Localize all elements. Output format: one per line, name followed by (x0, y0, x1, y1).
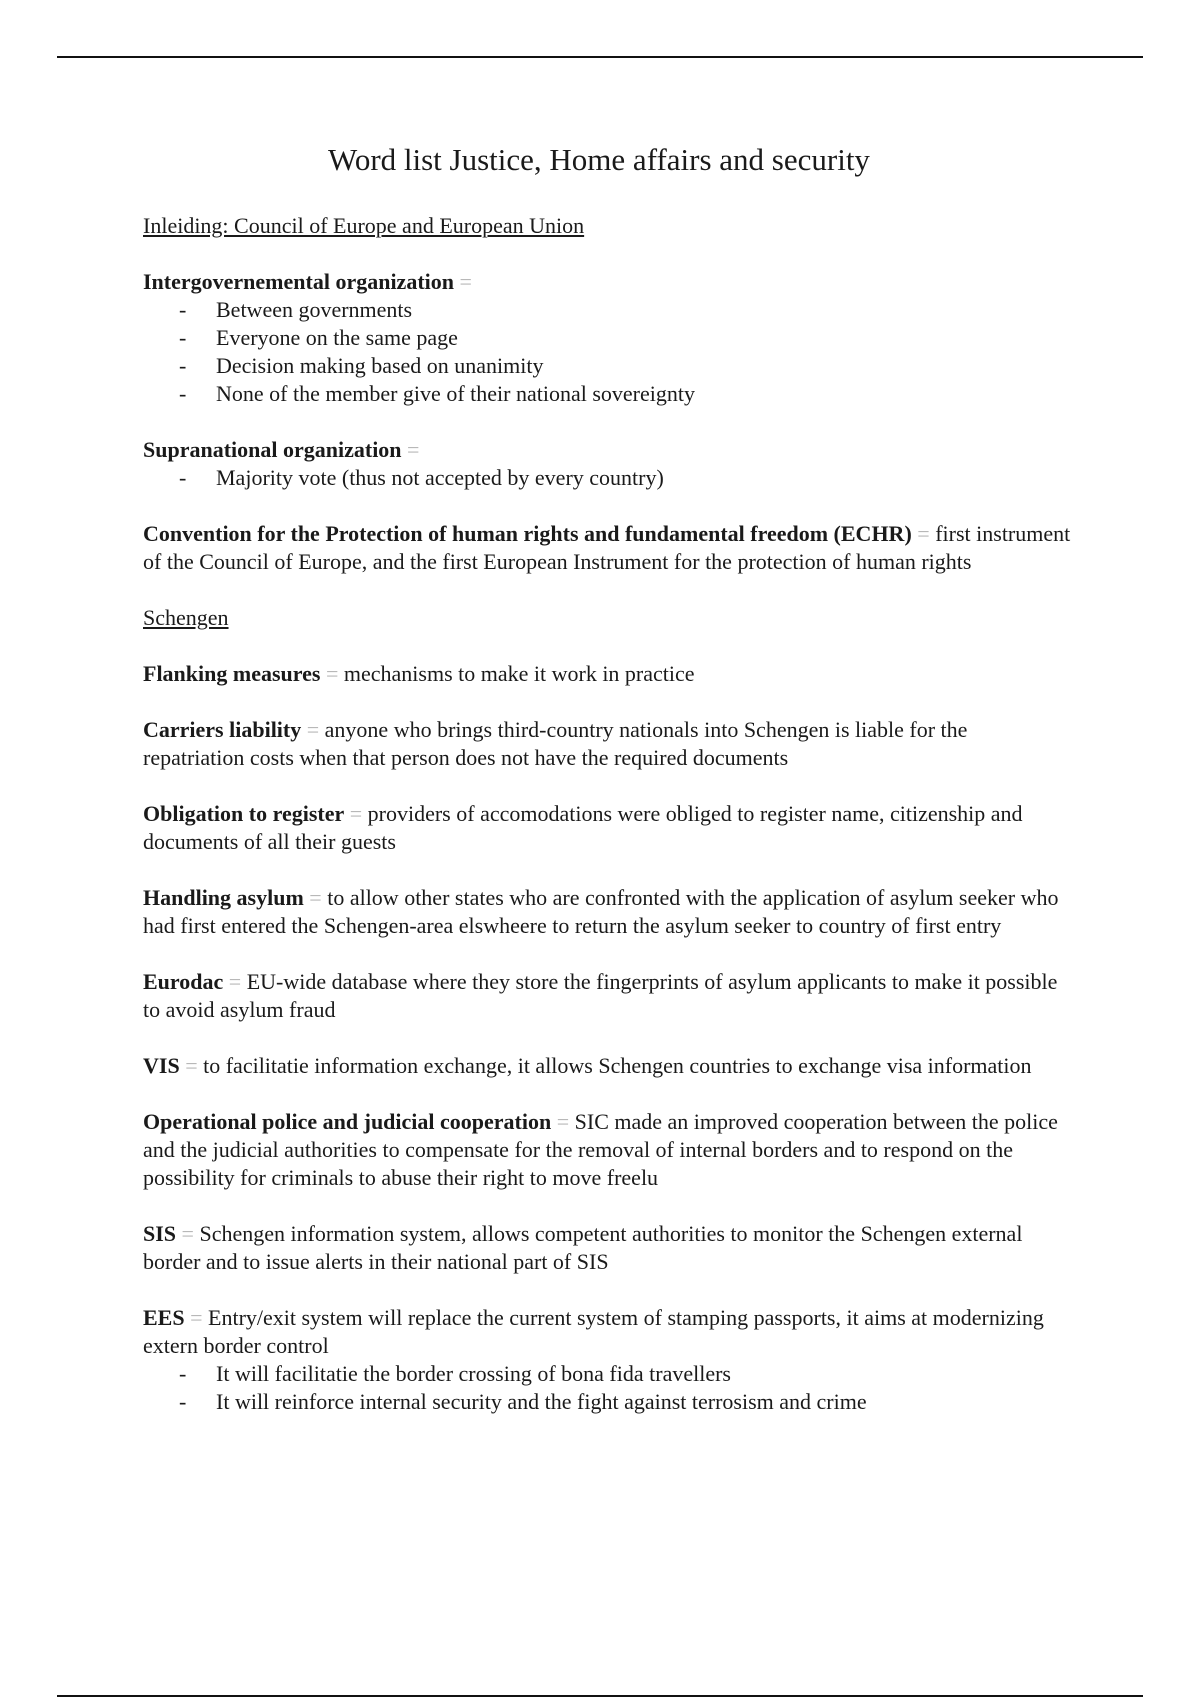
entry-line (143, 716, 1073, 772)
entry-term: Eurodac (143, 969, 224, 994)
section-heading: Schengen (143, 605, 229, 630)
equals-sign: = (309, 885, 322, 910)
bottom-rule (57, 1695, 1143, 1697)
top-rule (57, 56, 1143, 58)
entry-line (143, 1052, 1073, 1080)
section-heading: Inleiding: Council of Europe and European Union (143, 213, 585, 238)
entry-handling-asylum (143, 884, 1073, 940)
entry-term: Operational police and judicial cooperation (143, 1109, 552, 1134)
entry-term: Obligation to register (143, 801, 345, 826)
entry-definition: first instrument of the Council of Europe, and the first European Instrument for the protection of human rights (143, 521, 1071, 574)
entry-definition: mechanisms to make it work in practice (343, 661, 695, 686)
entry-eurodac (143, 968, 1073, 1024)
equals-sign: = (407, 437, 420, 462)
entry-intergovernemental-organization (143, 268, 1073, 408)
bullet-item: - It will reinforce internal security and the fight against terrosism and crime (143, 1388, 1073, 1416)
bullet-item: - It will facilitatie the border crossing of bona fida travellers (143, 1360, 1073, 1388)
bullet-item: - Majority vote (thus not accepted by every country) (143, 464, 1073, 492)
entry-carriers-liability (143, 716, 1073, 772)
entry-obligation-to-register (143, 800, 1073, 856)
bullet-list (143, 1360, 1073, 1416)
entry-line (143, 884, 1073, 940)
equals-sign: = (917, 521, 930, 546)
entry-term: Supranational organization (143, 437, 402, 462)
entry-vis (143, 1052, 1073, 1080)
equals-sign: = (349, 801, 363, 826)
entry-line (143, 1220, 1073, 1276)
equals-sign: = (325, 661, 339, 686)
bullet-item: - Decision making based on unanimity (143, 352, 1073, 380)
bullet-item: - Everyone on the same page (143, 324, 1073, 352)
entry-term: Carriers liability (143, 717, 302, 742)
document-title: Word list Justice, Home affairs and security (328, 142, 870, 177)
entry-operational-police-and-judicial-cooperat (143, 1108, 1073, 1192)
entry-definition: Entry/exit system will replace the current system of stamping passports, it aims at modernizing extern border control (143, 1305, 1044, 1358)
entry-line (143, 968, 1073, 1024)
equals-sign: = (556, 1109, 570, 1134)
bullet-item: - Between governments (143, 296, 1073, 324)
entry-term: EES (143, 1305, 185, 1330)
entry-line (143, 1108, 1073, 1192)
entry-term: Handling asylum (143, 885, 304, 910)
entry-definition: to facilitatie information exchange, it allows Schengen countries to exchange visa information (203, 1053, 1032, 1078)
entry-line (143, 268, 1073, 296)
entry-term: Intergovernemental organization (143, 269, 454, 294)
entry-flanking-measures (143, 660, 1073, 688)
entry-sis (143, 1220, 1073, 1276)
bullet-item: - None of the member give of their national sovereignty (143, 380, 1073, 408)
equals-sign: = (459, 269, 472, 294)
entry-line (143, 800, 1073, 856)
entry-line (143, 436, 1073, 464)
entry-definition: to allow other states who are confronted with the application of asylum seeker who had first entered the Schengen-area elswheere to return the asylum seeker to country of first entry (143, 885, 1059, 938)
equals-sign: = (228, 969, 242, 994)
entry-term: Convention for the Protection of human rights and fundamental freedom (ECHR) (143, 521, 912, 546)
entry-line (143, 660, 1073, 688)
entry-supranational-organization (143, 436, 1073, 492)
entry-term: Flanking measures (143, 661, 321, 686)
entry-definition: SIC made an improved cooperation between the police and the judicial authorities to compensate for the removal of internal borders and to respond on the possibility for criminals to abuse their right to move freelu (143, 1109, 1058, 1190)
bullet-list (143, 296, 1073, 408)
sections-container (143, 212, 1073, 1416)
entry-convention-for-the-protection-of-human-r (143, 520, 1073, 576)
entry-ees (143, 1304, 1073, 1416)
entry-line (143, 1304, 1073, 1360)
equals-sign: = (185, 1053, 198, 1078)
equals-sign: = (181, 1221, 194, 1246)
entry-definition: Schengen information system, allows competent authorities to monitor the Schengen external border and to issue alerts in their national part of SIS (143, 1221, 1023, 1274)
equals-sign: = (190, 1305, 203, 1330)
entry-term: VIS (143, 1053, 180, 1078)
entry-definition: providers of accomodations were obliged to register name, citizenship and documents of all their guests (143, 801, 1023, 854)
entry-term: SIS (143, 1221, 177, 1246)
entry-definition: anyone who brings third-country nationals into Schengen is liable for the repatriation costs when that person does not have the required documents (143, 717, 968, 770)
bullet-list (143, 464, 1073, 492)
entry-definition: EU-wide database where they store the fingerprints of asylum applicants to make it possible to avoid asylum fraud (143, 969, 1058, 1022)
equals-sign: = (306, 717, 320, 742)
entry-line (143, 520, 1073, 576)
document-body (143, 142, 1073, 1444)
